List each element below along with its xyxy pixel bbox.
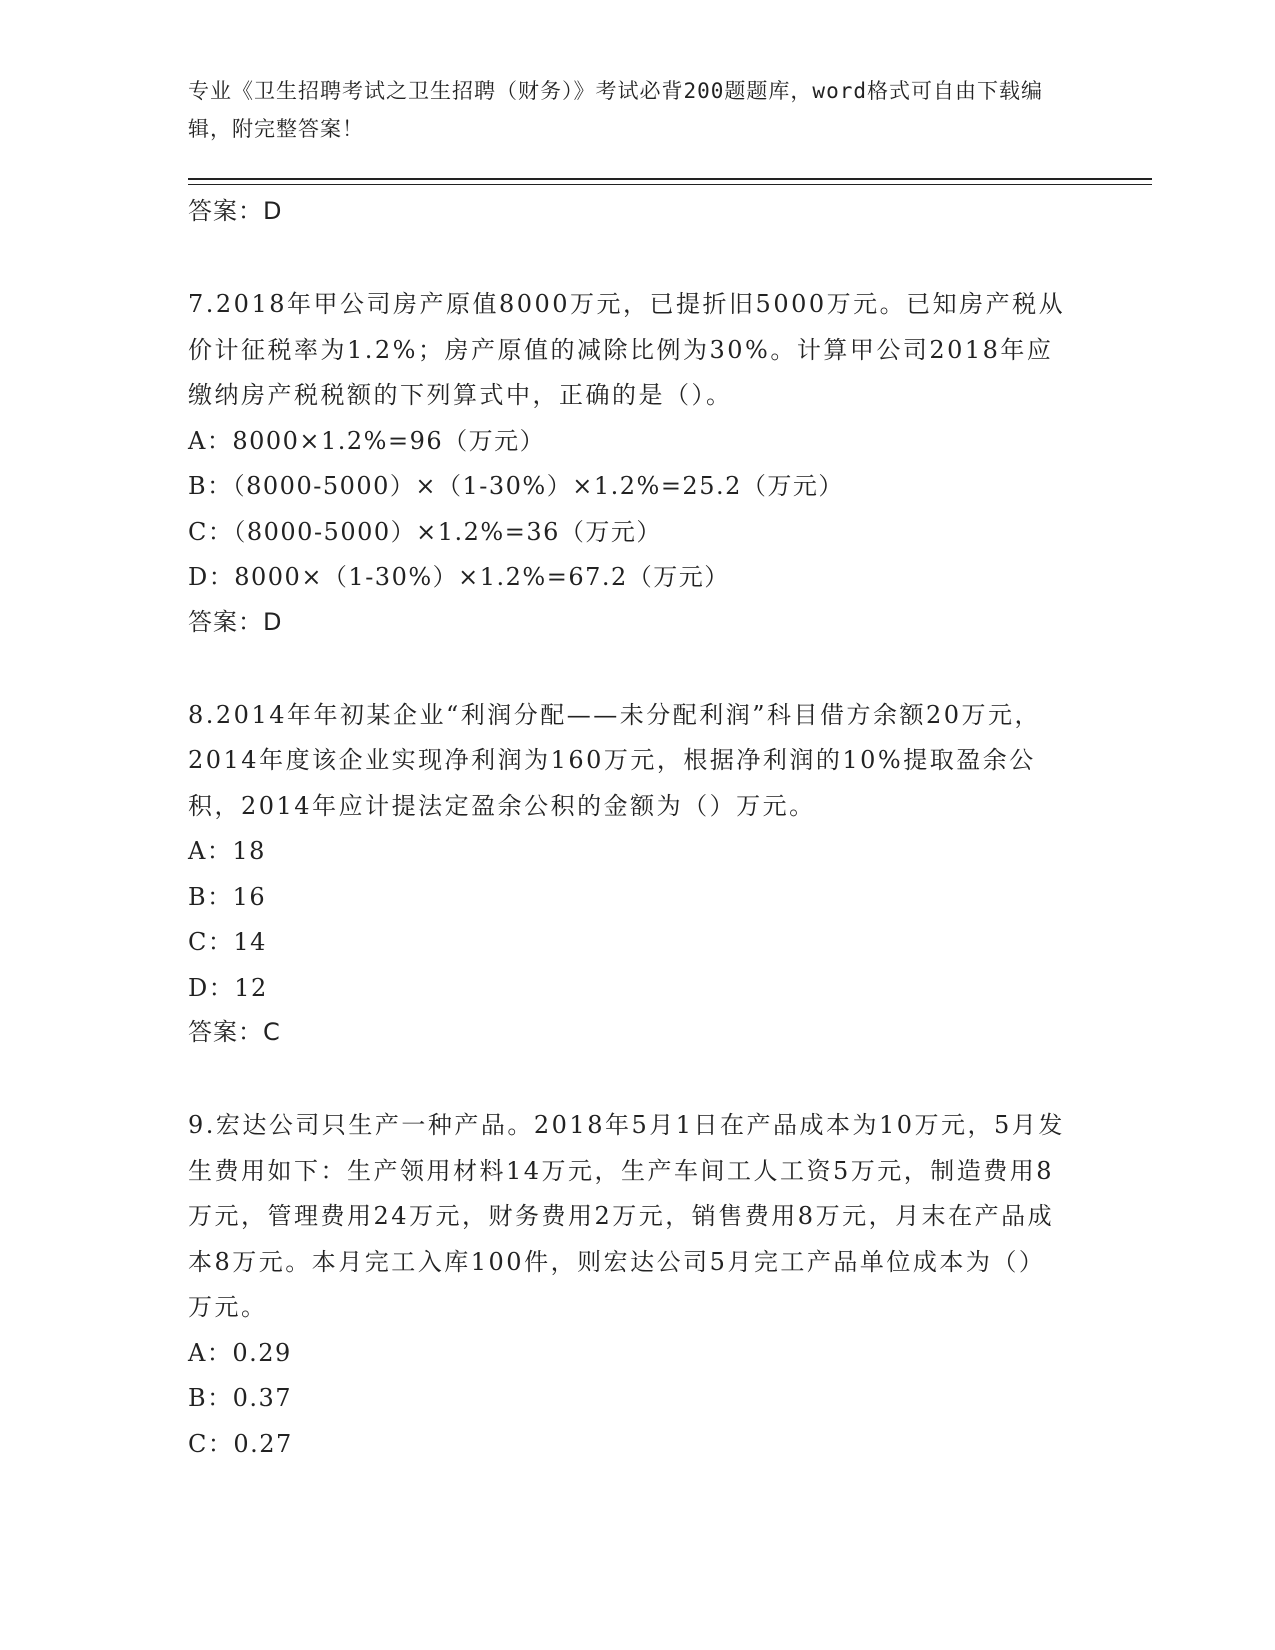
option-b: B：16 [188,882,267,911]
question-stem: 8.2014年年初某企业“利润分配——未分配利润”科目借方余额20万元，2014年度该企业实现净利润为160万元，根据净利润的10%提取盈余公积，2014年应计提法定盈余公积的金额为（）万元。 [188,700,1042,820]
answer-line: 答案：D [188,607,283,636]
document-body [188,190,1088,1467]
document-header: 专业《卫生招聘考试之卫生招聘（财务）》考试必背200题题库，word格式可自由下载编辑，附完整答案！ [188,79,1043,141]
question-9 [188,1103,1088,1467]
option-a: A：18 [188,837,266,865]
answer-line: 答案：D [188,197,283,225]
option-c: C：（8000-5000）×1.2%=36（万元） [188,517,662,546]
question-stem: 9.宏达公司只生产一种产品。2018年5月1日在产品成本为10万元，5月发生费用如下：生产领用材料14万元，生产车间工人工资5万元，制造费用8万元，管理费用24万元，财务费用2万元，销售费用8万元，月末在产品成本8万元。本月完工入库100件，则宏达公司5月完工产品单位成本为（）万元。 [188,1111,1065,1321]
option-b: B：（8000-5000）×（1-30%）×1.2%=25.2（万元） [188,472,844,500]
option-a: A：8000×1.2%=96（万元） [188,426,546,455]
option-a: A：0.29 [188,1338,292,1367]
option-c: C：14 [188,928,267,956]
header-divider-thick [188,178,1152,180]
question-8 [188,693,1088,1054]
header-divider-thin [188,184,1152,185]
option-b: B：0.37 [188,1384,293,1412]
answer-line: 答案：C [188,1018,281,1046]
option-c: C：0.27 [188,1429,293,1458]
option-d: D：12 [188,973,268,1002]
question-7 [188,282,1088,643]
question-stem: 7.2018年甲公司房产原值8000万元，已提折旧5000万元。已知房产税从价计征税率为1.2%；房产原值的减除比例为30%。计算甲公司2018年应缴纳房产税税额的下列算式中，正确的是（）。 [188,290,1066,409]
option-d: D：8000×（1-30%）×1.2%=67.2（万元） [188,563,730,591]
